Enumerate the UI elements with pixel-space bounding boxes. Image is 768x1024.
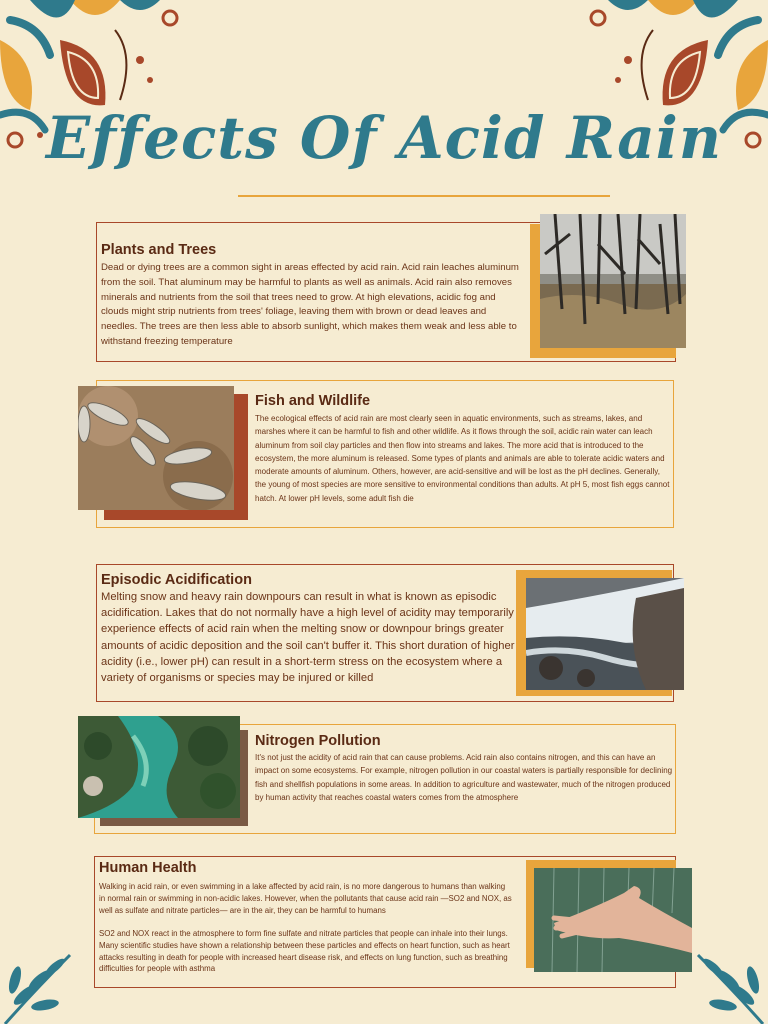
dead-forest-photo xyxy=(540,214,686,348)
section-body-paragraph-1: Walking in acid rain, or even swimming in a lake affected by acid rain, is no more dangerous to humans than walking in normal rain or swimming in non-acidic lakes. However, when the pollutants that cause acid rain —SO2 and NOX, as well as sulfate and nitrate particles— are in the air, they can be harmful to humans xyxy=(99,882,512,915)
section-body: The ecological effects of acid rain are most clearly seen in aquatic environments, such as streams, lakes, and marshes where it can be harmful to fish and other wildlife. As it flows through the soil, acidic rain water can leach aluminum from soil clay particles and then flow into streams and lakes. The more acid that is introduced to the ecosystem, the more aluminum is released. Some types of plants and animals are able to tolerate acidic waters and moderate amounts of aluminum. Others, however, are acid-sensitive and will be lost as the pH declines. Generally, the young of most species are more sensitive to environmental conditions than adults. At pH 5, most fish eggs cannot hatch. At lower pH levels, some adult fish die xyxy=(255,414,670,503)
dead-fish-photo xyxy=(78,386,234,510)
section-body-paragraph-2: SO2 and NOX react in the atmosphere to form fine sulfate and nitrate particles that people can inhale into their lungs. Many scientific studies have shown a relationship between these particles and effects on heart function, such as heart attacks resulting in death for people with increased heart disease risk, and effects on lung function, such as breathing difficulties for people with asthma xyxy=(99,929,510,974)
section-heading: Nitrogen Pollution xyxy=(255,733,381,749)
hand-in-rain-photo xyxy=(534,868,692,972)
section-body: It's not just the acidity of acid rain that can cause problems. Acid rain also contains nitrogen, and this can have an impact on some ecosystems. For example, nitrogen pollution in our coastal waters is partially responsible for declining fish and shellfish populations in some areas. In addition to agriculture and wastewater, much of the nitrogen produced by human activity that reaches coastal waters comes from the atmosphere xyxy=(255,753,673,802)
page-title: Effects Of Acid Rain xyxy=(45,104,723,172)
title-underline xyxy=(238,195,610,197)
section-heading: Human Health xyxy=(99,860,197,876)
section-body: Dead or dying trees are a common sight in areas effected by acid rain. Acid rain leaches aluminum from the soil. That aluminum may be harmful to plants as well as animals. Acid rain also removes minerals and nutrients from the soil that trees need to grow. At high elevations, acidic fog and clouds might strip nutrients from trees' foliage, leaving them with brown or dead leaves and needles. The trees are then less able to absorb sunlight, which makes them weak and less able to withstand freezing temperature xyxy=(101,262,519,347)
section-heading: Fish and Wildlife xyxy=(255,393,371,409)
section-body: Melting snow and heavy rain downpours can result in what is known as episodic acidification. Lakes that do not normally have a high level of acidity may temporarily experience effects of acid rain when the melting snow or downpour brings greater amounts of acidic deposition and the soil can't buffer it. This short duration of higher acidity (i.e., lower pH) can result in a short-term stress on the ecosystem where a variety of organisms or species may be injured or killed xyxy=(101,591,515,685)
algae-waterway-aerial-photo xyxy=(78,716,240,818)
section-heading: Episodic Acidification xyxy=(101,572,252,588)
bottom-right-leaf-ornament-icon xyxy=(688,950,768,1024)
melting-snow-stream-photo xyxy=(526,578,684,690)
section-heading: Plants and Trees xyxy=(101,242,217,258)
bottom-left-leaf-ornament-icon xyxy=(0,950,80,1024)
